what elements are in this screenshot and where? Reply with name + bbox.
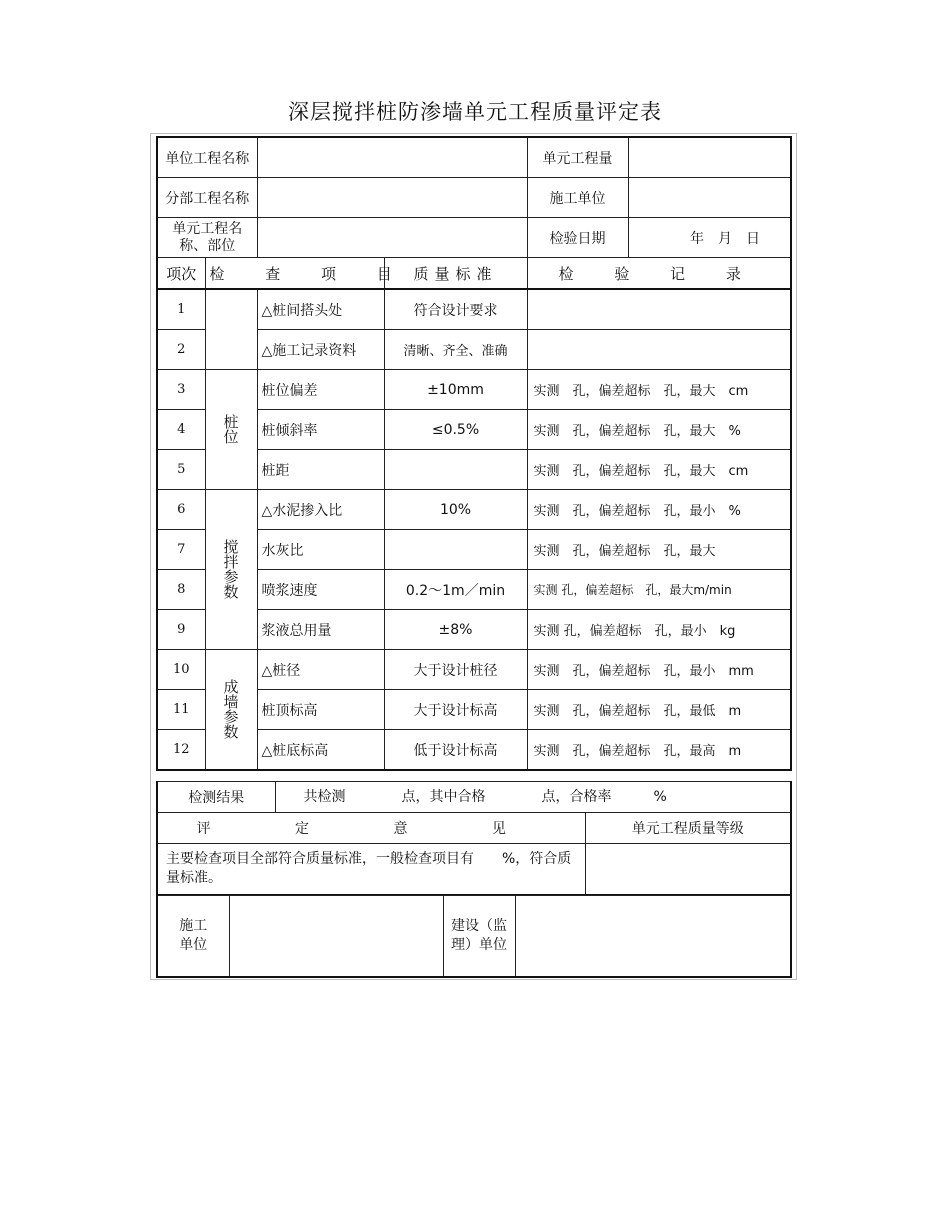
row-item: △桩底标高: [257, 730, 384, 771]
header-standard: 质量标准: [384, 258, 527, 290]
result-text[interactable]: 共检测 点，其中合格 点，合格率 %: [275, 782, 791, 813]
row-item: 桩距: [257, 450, 384, 490]
row-standard: 0.2～1m／min: [384, 570, 527, 610]
row-item: 桩顶标高: [257, 690, 384, 730]
evaluation-header-row: [157, 813, 791, 844]
group-pile-position: 桩位: [205, 370, 257, 490]
row-item: 桩倾斜率: [257, 410, 384, 450]
label-unit-quantity: 单元工程量: [528, 138, 629, 177]
row-standard: [384, 450, 527, 490]
row-no: 7: [157, 530, 205, 570]
table-row: [157, 650, 791, 690]
sub-project-name-value[interactable]: [257, 178, 527, 218]
result-row: [157, 782, 791, 813]
row-record[interactable]: [527, 289, 791, 330]
result-label: 检测结果: [157, 782, 275, 813]
table-row: [157, 289, 791, 330]
table-row: [157, 370, 791, 410]
row-no: 11: [157, 690, 205, 730]
row-item: △水泥掺入比: [257, 490, 384, 530]
row-record[interactable]: 实测 孔，偏差超标 孔，最大 cm: [527, 370, 791, 410]
header-check-items: 检 查 项 目: [205, 258, 384, 290]
row-item: 浆液总用量: [257, 610, 384, 650]
row-standard: 大于设计标高: [384, 690, 527, 730]
page-title: 深层搅拌桩防渗墙单元工程质量评定表: [288, 100, 662, 124]
grade-value[interactable]: [585, 844, 791, 896]
header-record: 检 验 记 录: [527, 258, 791, 290]
row-record[interactable]: 实测 孔，偏差超标 孔，最大: [527, 530, 791, 570]
info-row-3: [157, 218, 791, 258]
opinion-text[interactable]: 主要检查项目全部符合质量标准，一般检查项目有 %，符合质量标准。: [157, 844, 585, 896]
group-mixing-params: 搅拌参数: [205, 490, 257, 650]
signature-table: [156, 895, 792, 978]
construction-signature-area[interactable]: [229, 896, 443, 978]
row-standard: ±10mm: [384, 370, 527, 410]
label-unit-name-part: 单元工程名称、部位: [157, 218, 257, 258]
label-unit-project-name: 单位工程名称: [157, 137, 257, 178]
inspect-date-value[interactable]: 年 月 日: [690, 230, 760, 247]
quality-evaluation-table: [156, 136, 792, 771]
row-standard: 清晰、齐全、准确: [384, 330, 527, 370]
row-standard: ≤0.5%: [384, 410, 527, 450]
result-evaluation-table: [156, 781, 792, 896]
group-empty: [205, 289, 257, 370]
row-no: 2: [157, 330, 205, 370]
row-record[interactable]: 实测 孔，偏差超标 孔，最小 kg: [527, 610, 791, 650]
unit-name-part-value[interactable]: [257, 218, 527, 258]
row-record[interactable]: 实测 孔，偏差超标 孔，最小 %: [527, 490, 791, 530]
unit-quantity-value[interactable]: [629, 138, 791, 177]
info-row-1: [157, 137, 791, 178]
construction-unit-value[interactable]: [629, 178, 791, 217]
row-item: △施工记录资料: [257, 330, 384, 370]
table-header: [157, 258, 791, 290]
row-record[interactable]: 实测 孔，偏差超标 孔，最大m/min: [527, 570, 791, 610]
row-standard: 低于设计标高: [384, 730, 527, 771]
row-standard: 符合设计要求: [384, 289, 527, 330]
label-sub-project-name: 分部工程名称: [157, 178, 257, 218]
signature-row: [157, 896, 791, 978]
row-record[interactable]: 实测 孔，偏差超标 孔，最低 m: [527, 690, 791, 730]
row-item: 喷浆速度: [257, 570, 384, 610]
row-no: 10: [157, 650, 205, 690]
grade-label: 单元工程质量等级: [585, 813, 791, 844]
supervision-unit-label: 建设（监理）单位: [443, 896, 515, 978]
evaluation-content-row: [157, 844, 791, 896]
row-item: 水灰比: [257, 530, 384, 570]
row-no: 1: [157, 289, 205, 330]
row-record[interactable]: 实测 孔，偏差超标 孔，最高 m: [527, 730, 791, 771]
row-no: 8: [157, 570, 205, 610]
group-wall-params: 成墙参数: [205, 650, 257, 771]
row-no: 12: [157, 730, 205, 771]
row-item: △桩径: [257, 650, 384, 690]
row-no: 9: [157, 610, 205, 650]
supervision-signature-area[interactable]: [515, 896, 791, 978]
row-item: 桩位偏差: [257, 370, 384, 410]
opinion-label: 评 定 意 见: [157, 813, 585, 844]
row-no: 6: [157, 490, 205, 530]
row-record[interactable]: 实测 孔，偏差超标 孔，最大 %: [527, 410, 791, 450]
header-item: 项次: [157, 258, 205, 290]
row-no: 4: [157, 410, 205, 450]
label-inspect-date: 检验日期: [528, 218, 629, 257]
row-item: △桩间搭头处: [257, 289, 384, 330]
row-standard: ±8%: [384, 610, 527, 650]
info-row-2: [157, 178, 791, 218]
row-no: 3: [157, 370, 205, 410]
row-standard: [384, 530, 527, 570]
row-record[interactable]: 实测 孔，偏差超标 孔，最大 cm: [527, 450, 791, 490]
row-standard: 大于设计桩径: [384, 650, 527, 690]
label-construction-unit: 施工单位: [528, 178, 629, 217]
row-standard: 10%: [384, 490, 527, 530]
construction-unit-label: 施工单位: [157, 896, 229, 978]
row-no: 5: [157, 450, 205, 490]
row-record[interactable]: [527, 330, 791, 370]
unit-project-name-value[interactable]: [257, 137, 527, 178]
row-record[interactable]: 实测 孔，偏差超标 孔，最小 mm: [527, 650, 791, 690]
table-row: [157, 490, 791, 530]
